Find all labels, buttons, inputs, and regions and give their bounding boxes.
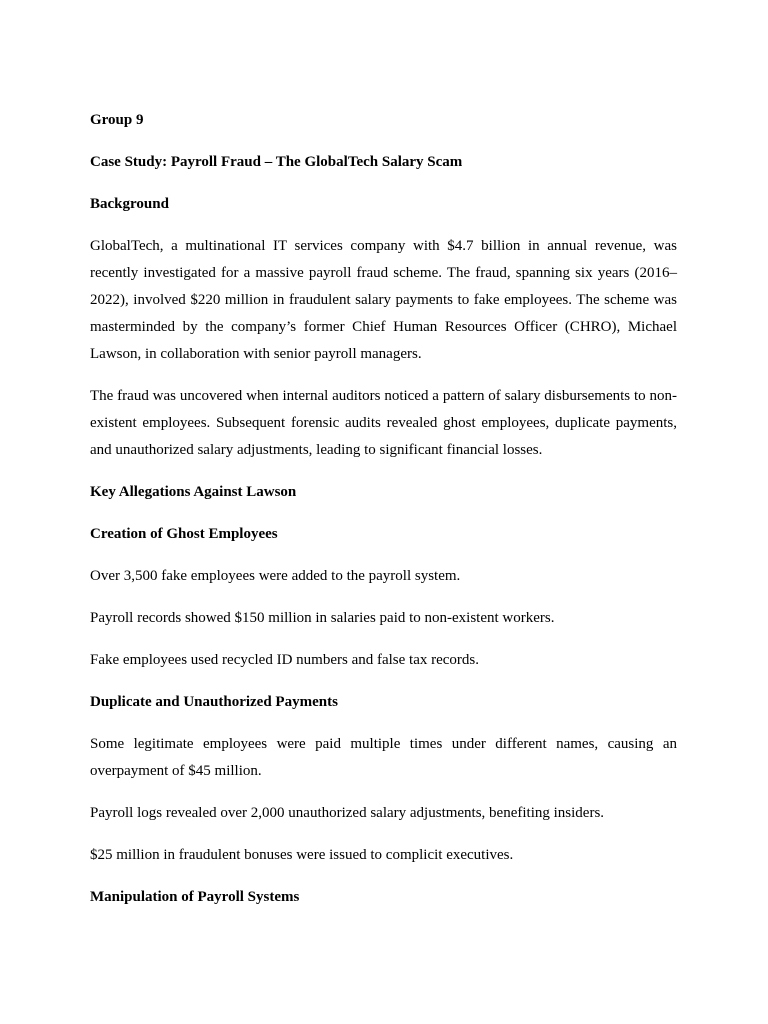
ghost-employees-item: Fake employees used recycled ID numbers and false tax records. <box>90 652 480 668</box>
ghost-employees-heading: Creation of Ghost Employees <box>90 526 278 542</box>
allegations-heading: Key Allegations Against Lawson <box>90 484 297 500</box>
duplicate-payments-item: Payroll logs revealed over 2,000 unauthorized salary adjustments, benefiting insiders. <box>90 805 605 821</box>
background-paragraph-1: GlobalTech, a multinational IT services company with $4.7 billion in annual revenue, was recently investigated for a massive payroll fraud scheme. The fraud, spanning six years (2016–2022), involved $220 million in fraudulent salary payments to fake employees. The scheme was masterminded by the company’s former Chief Human Resources Officer (CHRO), Michael Lawson, in collaboration with senior payroll managers. <box>90 238 677 362</box>
manipulation-heading: Manipulation of Payroll Systems <box>90 889 300 905</box>
document-page <box>90 107 677 926</box>
duplicate-payments-heading: Duplicate and Unauthorized Payments <box>90 694 338 710</box>
duplicate-payments-item: $25 million in fraudulent bonuses were issued to complicit executives. <box>90 847 514 863</box>
ghost-employees-item: Over 3,500 fake employees were added to the payroll system. <box>90 568 461 584</box>
case-study-title: Case Study: Payroll Fraud – The GlobalTech Salary Scam <box>90 154 463 170</box>
duplicate-payments-item: Some legitimate employees were paid multiple times under different names, causing an overpayment of $45 million. <box>90 736 677 779</box>
group-label: Group 9 <box>90 112 144 128</box>
background-paragraph-2: The fraud was uncovered when internal auditors noticed a pattern of salary disbursements to non-existent employees. Subsequent forensic audits revealed ghost employees, duplicate payments, and unauthorized salary adjustments, leading to significant financial losses. <box>90 388 677 458</box>
background-heading: Background <box>90 196 169 212</box>
ghost-employees-item: Payroll records showed $150 million in salaries paid to non-existent workers. <box>90 610 555 626</box>
